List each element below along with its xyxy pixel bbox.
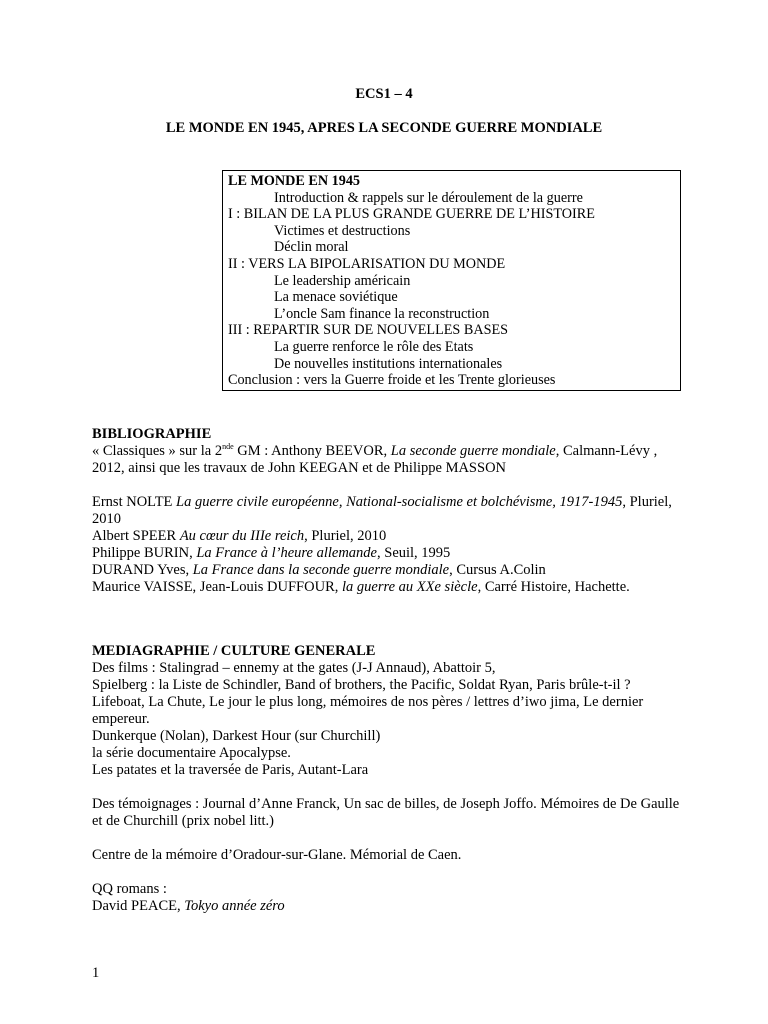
outline-line: Conclusion : vers la Guerre froide et les Trente glorieuses (228, 372, 556, 389)
outline-line: La menace soviétique (274, 289, 398, 306)
bibliography-section (92, 426, 682, 596)
classics-book-title: La seconde guerre mondiale (390, 443, 556, 459)
outline-line: Introduction & rappels sur le déroulement de la guerre (274, 189, 583, 206)
outline-line: LE MONDE EN 1945 (228, 173, 361, 189)
bibliography-classics (92, 443, 682, 477)
outline-line: III : REPARTIR SUR DE NOUVELLES BASES (228, 322, 509, 339)
mediagraphy-title: MEDIAGRAPHIE / CULTURE GENERALE (92, 643, 376, 659)
entry-title: La guerre civile européenne, National-socialisme et bolchévisme, 1917-1945 (176, 494, 623, 510)
media-film-line: Les patates et la traversée de Paris, Autant-Lara (92, 762, 369, 778)
outline-line: La guerre renforce le rôle des Etats (274, 338, 474, 355)
outline-line: II : VERS LA BIPOLARISATION DU MONDE (228, 255, 506, 272)
media-film-line: Des films : Stalingrad – ennemy at the gates (J-J Annaud), Abattoir 5, (92, 660, 496, 676)
entry-author: Ernst NOLTE (92, 494, 177, 510)
media-film-line: la série documentaire Apocalypse. (92, 745, 291, 761)
outline-line: L’oncle Sam finance la reconstruction (274, 305, 490, 322)
outline-line: I : BILAN DE LA PLUS GRANDE GUERRE DE L’HISTOIRE (228, 206, 595, 223)
entry-author: DURAND Yves, (92, 562, 193, 578)
course-code: ECS1 – 4 (355, 86, 413, 102)
mediagraphy-section (92, 643, 682, 915)
media-film-line: Dunkerque (Nolan), Darkest Hour (sur Churchill) (92, 728, 381, 744)
entry-title: la guerre au XXe siècle (342, 579, 478, 595)
outline-line: Le leadership américain (274, 272, 411, 289)
media-places: Centre de la mémoire d’Oradour-sur-Glane. Mémorial de Caen. (92, 847, 462, 863)
entry-author: Philippe BURIN, (92, 545, 197, 561)
classics-suffix: , Calmann-Lévy , 2012, ainsi que les travaux de John KEEGAN et de Philippe MASSON (92, 443, 658, 476)
bibliography-title: BIBLIOGRAPHIE (92, 426, 212, 442)
bibliography-entry (92, 545, 682, 562)
classics-prefix: « Classiques » sur la 2 (92, 443, 223, 459)
entry-publisher: , Pluriel, 2010 (304, 528, 387, 544)
entry-publisher: , Seuil, 1995 (377, 545, 451, 561)
entry-publisher: , Carré Histoire, Hachette. (477, 579, 630, 595)
bibliography-entry (92, 579, 682, 596)
entry-title: La France dans la seconde guerre mondiale (192, 562, 450, 578)
course-outline-box (222, 170, 681, 391)
document-title: LE MONDE EN 1945, APRES LA SECONDE GUERRE MONDIALE (165, 120, 603, 136)
classics-sup: nde (222, 442, 234, 451)
bibliography-entry (92, 528, 682, 545)
media-film-line: Spielberg : la Liste de Schindler, Band of brothers, the Pacific, Soldat Ryan, Paris brûle-t-il ? (92, 677, 631, 693)
media-testimonies: Des témoignages : Journal d’Anne Franck, Un sac de billes, de Joseph Joffo. Mémoires de De Gaulle et de Churchill (prix nobel litt.) (92, 796, 680, 829)
classics-mid: GM : Anthony BEEVOR, (233, 443, 391, 459)
bibliography-entry (92, 494, 682, 528)
media-film-line: Lifeboat, La Chute, Le jour le plus long, mémoires de nos pères / lettres d’iwo jima, Le dernier empereur. (92, 694, 644, 727)
entry-title: Au cœur du IIIe reich (179, 528, 305, 544)
outline-line: Victimes et destructions (274, 222, 411, 239)
page-number: 1 (92, 965, 100, 981)
outline-line: Déclin moral (274, 239, 349, 256)
bibliography-entry (92, 562, 682, 579)
entry-author: Maurice VAISSE, Jean-Louis DUFFOUR, (92, 579, 342, 595)
entry-publisher: , Pluriel, 2010 (92, 494, 672, 527)
entry-author: Albert SPEER (92, 528, 180, 544)
entry-title: La France à l’heure allemande (196, 545, 377, 561)
novel-author: David PEACE, (92, 898, 185, 914)
novel-title: Tokyo année zéro (184, 898, 285, 914)
entry-publisher: , Cursus A.Colin (449, 562, 546, 578)
media-novels-label: QQ romans : (92, 881, 167, 897)
outline-line: De nouvelles institutions internationales (274, 355, 503, 372)
media-novel-entry (92, 898, 682, 915)
